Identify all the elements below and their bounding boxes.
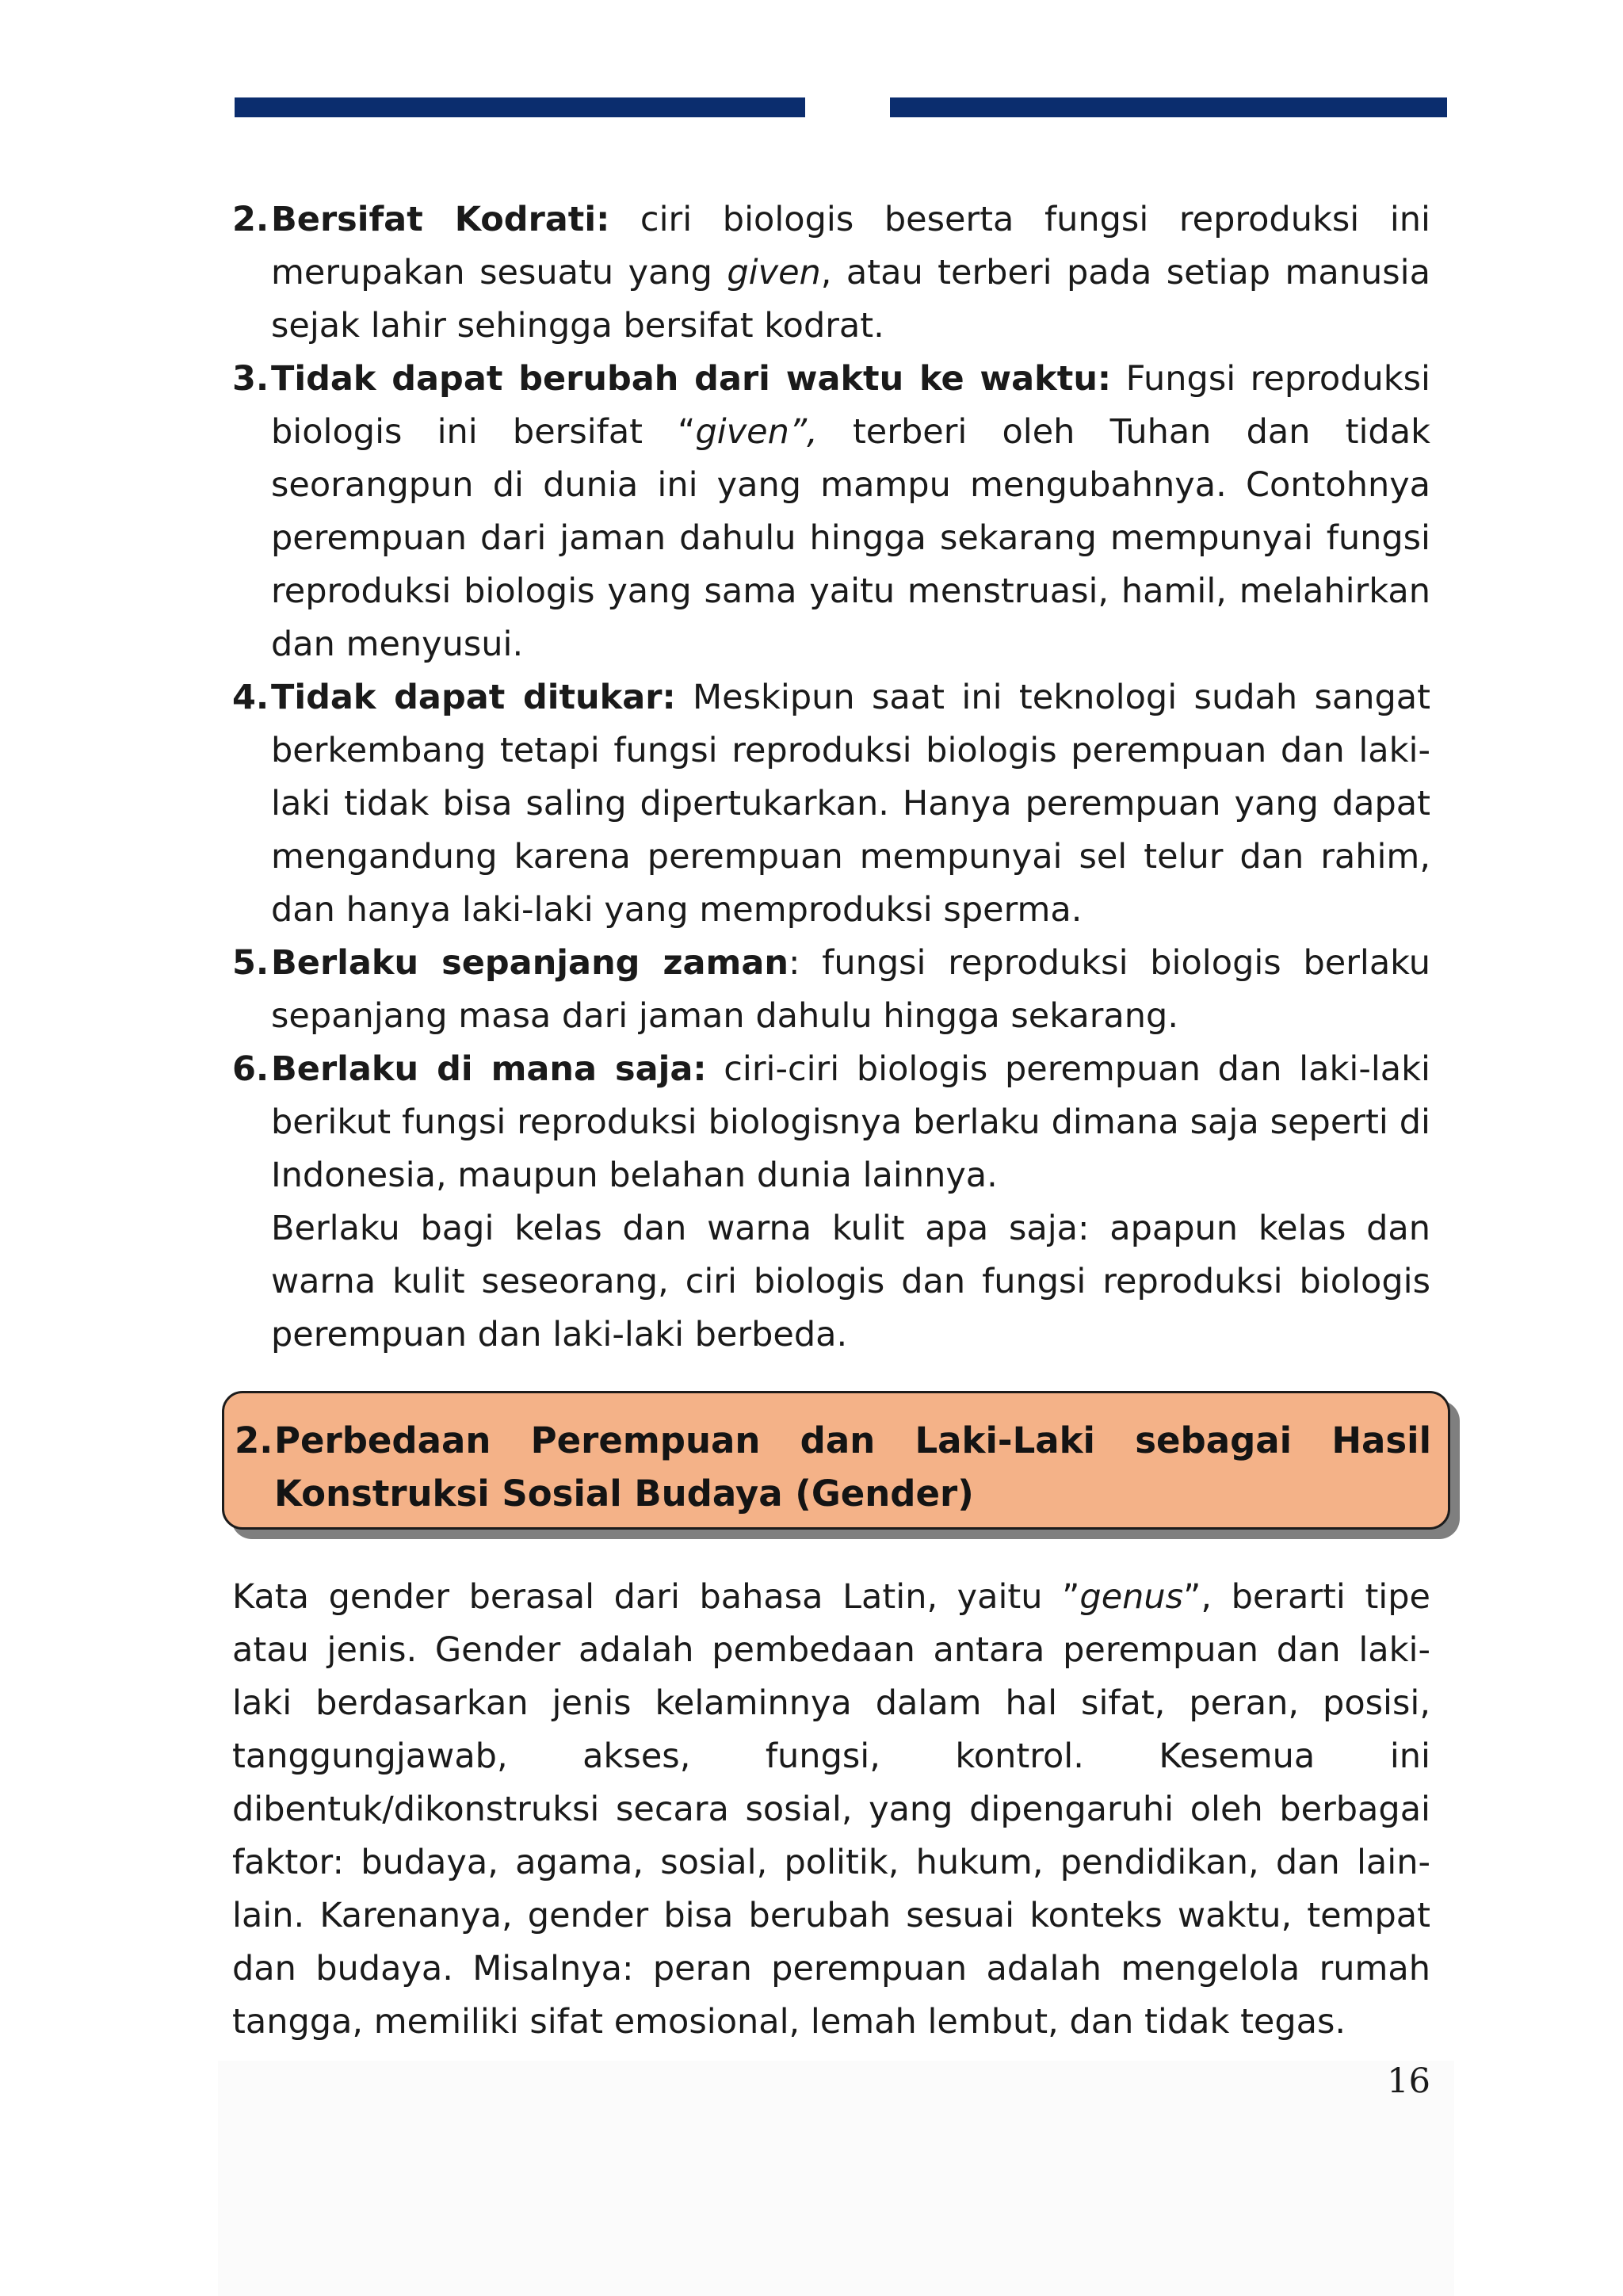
list-item-number: 4. [232,678,269,717]
header-rule-right [890,97,1447,117]
list-item-text: Fungsi reproduksi biologis ini bersifat “ [271,359,1430,452]
list-item-number: 3. [232,359,269,399]
list-item-term: Berlaku di mana saja: [271,1049,707,1089]
header-rule-left [235,97,805,117]
page-background-shade [218,2061,1454,2296]
list-item-text: ciri-ciri biologis perempuan dan laki-laki berikut fungsi reproduksi biologisnya berlaku dimana saja seperti di Indonesia, maupun belahan dunia lainnya. [271,1049,1430,1195]
list-item-term: Tidak dapat berubah dari waktu ke waktu: [271,359,1112,399]
page-number: 16 [1387,2061,1430,2101]
list-item-text: ciri biologis beserta fungsi reproduksi ini merupakan sesuatu yang [271,200,1430,292]
continuation-paragraph: Berlaku bagi kelas dan warna kulit apa saja: apapun kelas dan warna kulit seseorang, ciri biologis dan fungsi reproduksi biologis perempuan dan laki-laki berbeda. [271,1209,1430,1354]
list-item-text-after: terberi oleh Tuhan dan tidak seorangpun di dunia ini yang mampu mengubahnya. Contohnya perempuan dari jaman dahulu hingga sekarang mempunyai fungsi reproduksi biologis yang sama yaitu menstruasi, hamil, melahirkan dan menyusui. [271,412,1430,664]
section-number: 2. [235,1419,273,1461]
paragraph-text-after: ”, berarti tipe atau jenis. Gender adalah pembedaan antara perempuan dan laki-laki berdasarkan jenis kelaminnya dalam hal sifat, peran, posisi, tanggungjawab, akses, fungsi, kontrol. Kesemua ini dibentuk/dikonstruksi secara sosial, yang dipengaruhi oleh berbagai faktor: budaya, agama, sosial, politik, hukum, pendidikan, dan lain-lain. Karenanya, gender bisa berubah sesuai konteks waktu, tempat dan budaya. Misalnya: peran perempuan adalah mengelola rumah tangga, memiliki sifat emosional, lemah lembut, dan tidak tegas. [232,1577,1431,2042]
paragraph-emphasis: genus [1079,1577,1184,1617]
list-item [232,1043,1430,1202]
list-item [232,937,1430,1043]
list-item [232,353,1430,671]
list-item-emphasis: given [727,253,821,292]
section-title: Perbedaan Perempuan dan Laki-Laki sebagai Hasil Konstruksi Sosial Budaya (Gender) [274,1419,1431,1515]
list-item-text: : fungsi reproduksi biologis berlaku sepanjang masa dari jaman dahulu hingga sekarang. [271,943,1430,1036]
list-item-emphasis: given”, [695,412,818,452]
list-item-number: 6. [232,1049,269,1089]
list-item-text-after: , atau terberi pada setiap manusia sejak lahir sehingga bersifat kodrat. [271,253,1430,346]
list-item [232,671,1430,937]
list-item-text: Meskipun saat ini teknologi sudah sangat berkembang tetapi fungsi reproduksi biologis perempuan dan laki-laki tidak bisa saling dipertukarkan. Hanya perempuan yang dapat mengandung karena perempuan mempunyai sel telur dan rahim, dan hanya laki-laki yang memproduksi sperma. [271,678,1430,930]
list-item-number: 5. [232,943,269,983]
paragraph-text: Kata gender berasal dari bahasa Latin, yaitu ” [232,1577,1080,1617]
list-item-term: Bersifat Kodrati: [271,200,610,239]
list-item-term: Tidak dapat ditukar: [271,678,676,717]
section-heading-box [222,1391,1450,1530]
characteristics-list [232,193,1430,1362]
list-item-term: Berlaku sepanjang zaman [271,943,789,983]
gender-definition-paragraph [232,1571,1430,2049]
list-item-number: 2. [232,200,269,239]
section-heading [235,1414,1431,1520]
list-item [232,193,1430,353]
